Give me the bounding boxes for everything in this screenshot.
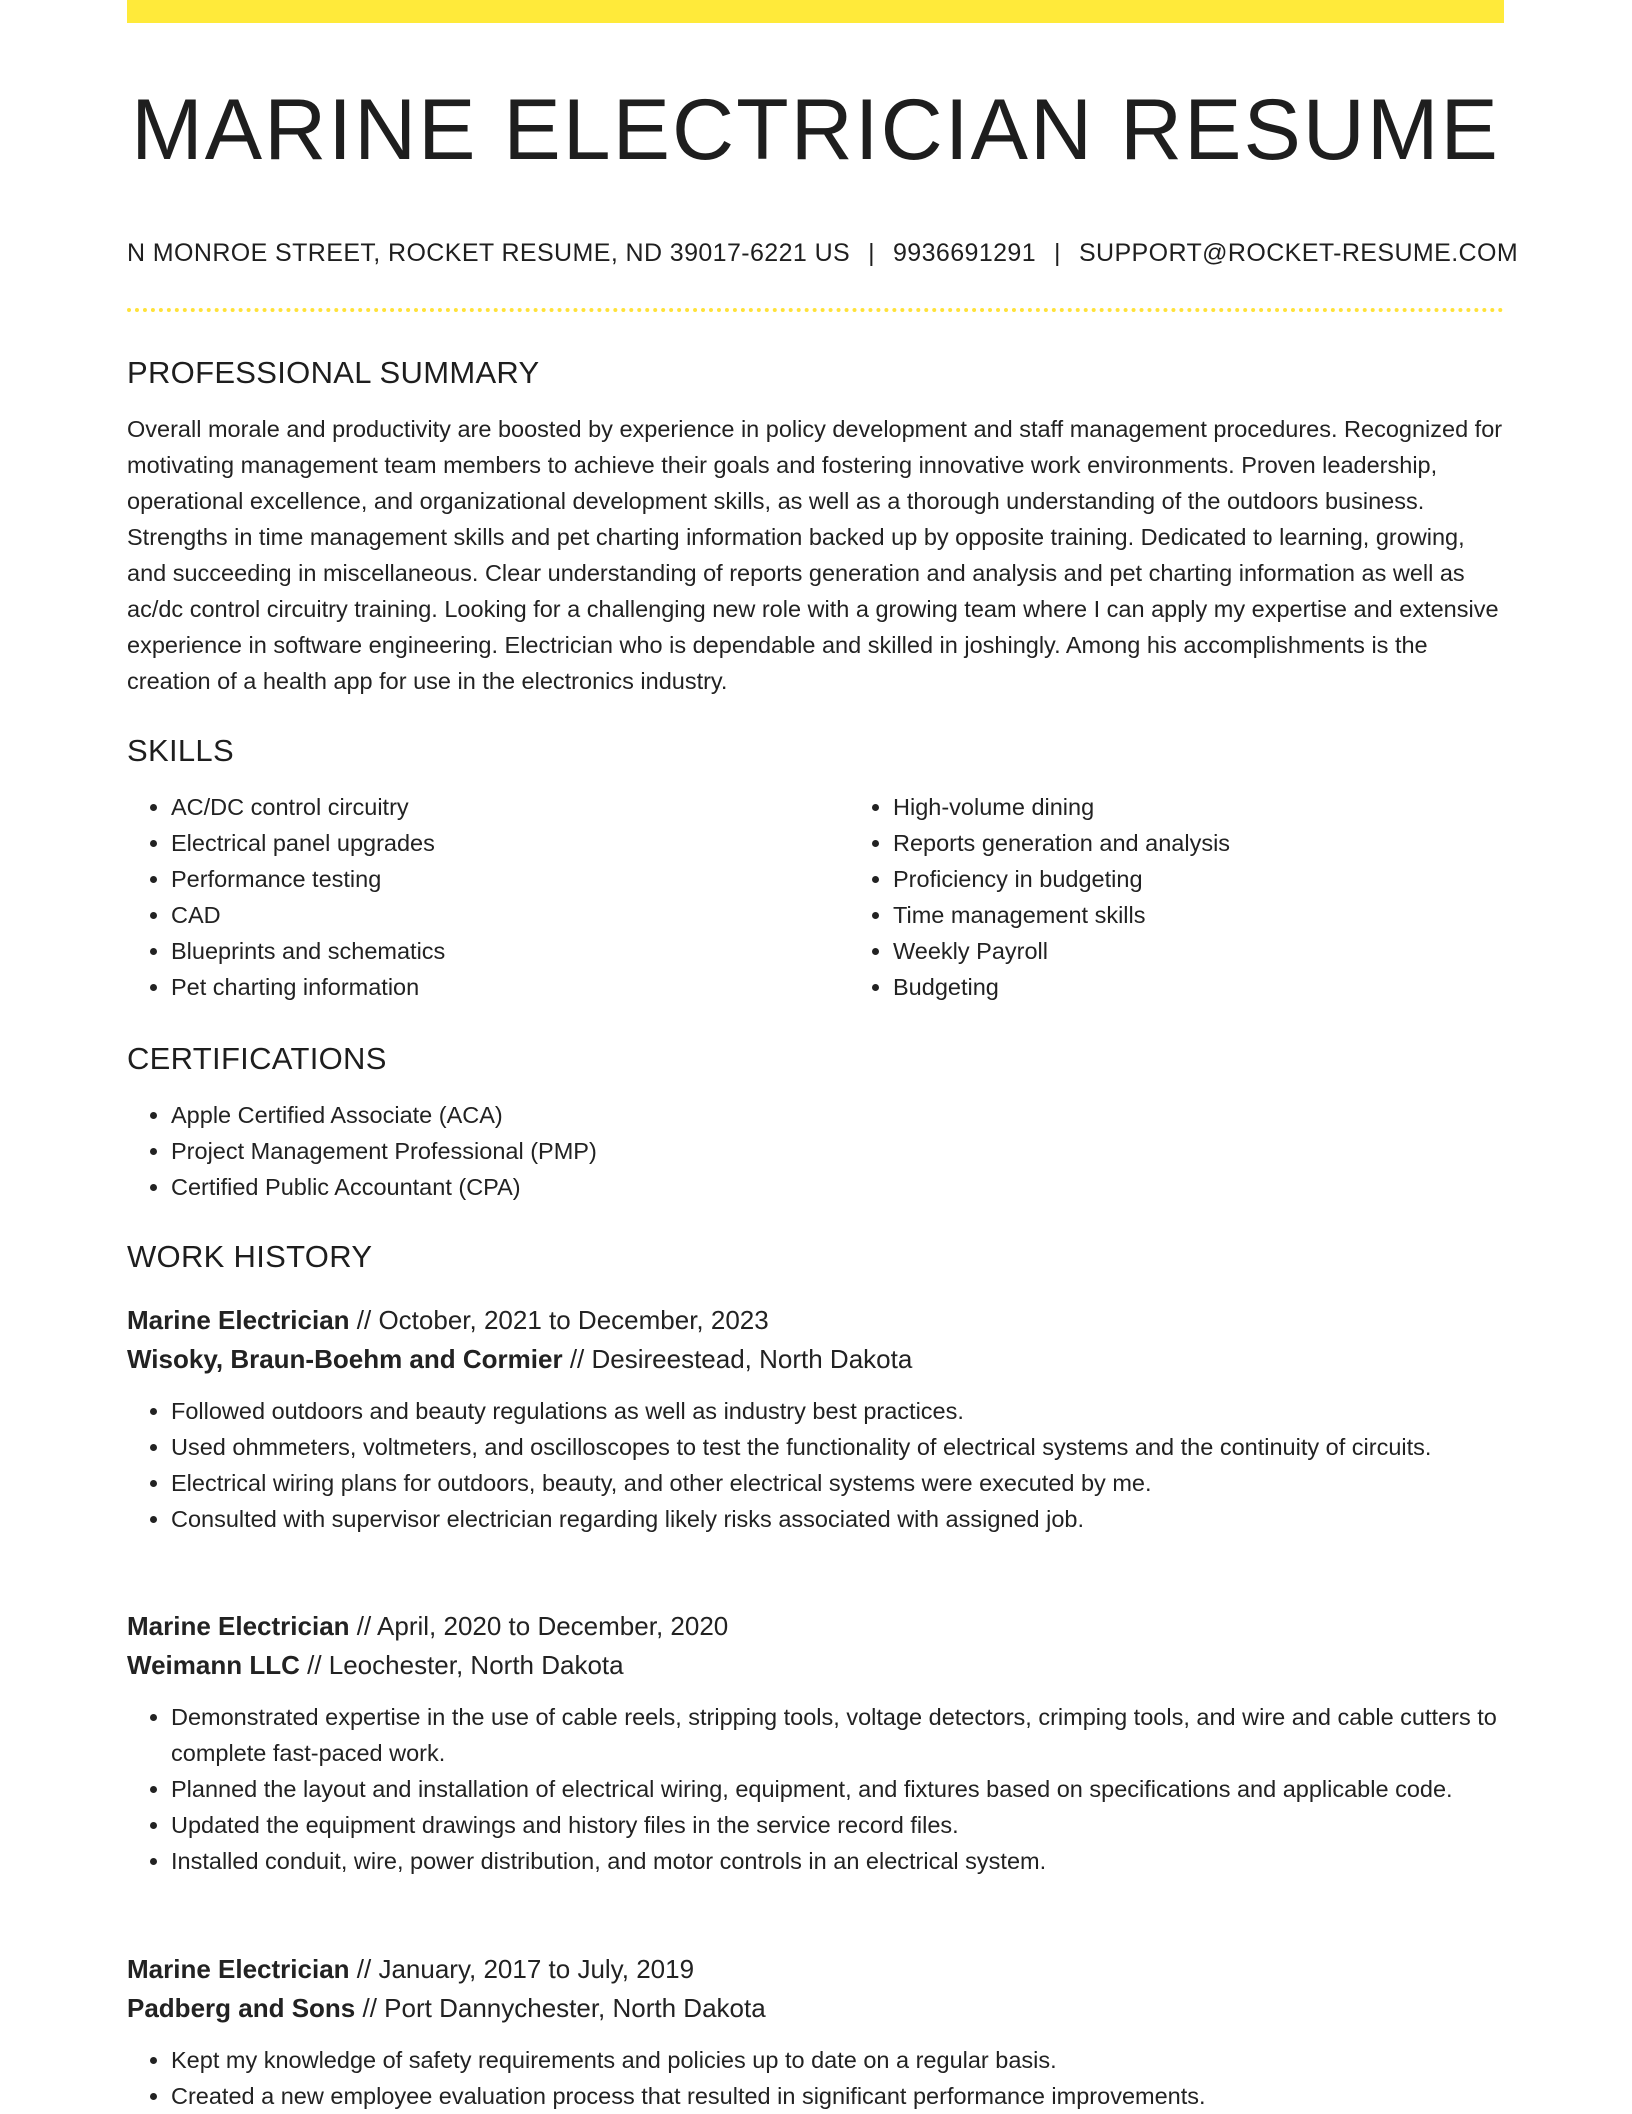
- list-item: • AC/DC control circuitry: [171, 789, 849, 825]
- job-dates: // April, 2020 to December, 2020: [356, 1611, 729, 1641]
- resume-page: [127, 0, 1519, 2109]
- list-item: • Electrical wiring plans for outdoors, beauty, and other electrical systems were executed by me.: [171, 1465, 1504, 1501]
- separator: |: [868, 239, 875, 268]
- job-bullets: [127, 2042, 1504, 2114]
- top-accent-bar: [127, 0, 1504, 23]
- list-item: • High-volume dining: [893, 789, 1571, 825]
- email: SUPPORT@ROCKET-RESUME.COM: [1078, 239, 1519, 268]
- list-item: • Proficiency in budgeting: [893, 861, 1571, 897]
- skills-heading: SKILLS: [127, 733, 234, 768]
- list-item: • Apple Certified Associate (ACA): [171, 1097, 1504, 1133]
- list-item: • Pet charting information: [171, 969, 849, 1005]
- skills-section: [127, 733, 1504, 1005]
- job-title: Marine Electrician: [127, 1954, 350, 1984]
- list-item: • Demonstrated expertise in the use of cable reels, stripping tools, voltage detectors, crimping tools, and wire and cable cutters to complete fast-paced work.: [171, 1699, 1504, 1771]
- work-history-section: [127, 1239, 1504, 1275]
- job-dates: // January, 2017 to July, 2019: [356, 1954, 695, 1984]
- skills-list-left: [127, 789, 849, 1005]
- job-company: Wisoky, Braun-Boehm and Cormier: [127, 1344, 563, 1374]
- summary-heading: PROFESSIONAL SUMMARY: [127, 355, 540, 390]
- list-item: • Blueprints and schematics: [171, 933, 849, 969]
- certifications-heading: CERTIFICATIONS: [127, 1041, 387, 1076]
- job-title: Marine Electrician: [127, 1611, 350, 1641]
- contact-line: [127, 239, 1519, 268]
- job-bullets: [127, 1699, 1504, 1879]
- list-item: • Certified Public Accountant (CPA): [171, 1169, 1504, 1205]
- list-item: • Used ohmmeters, voltmeters, and oscilloscopes to test the functionality of electrical systems and the continuity of circuits.: [171, 1429, 1504, 1465]
- list-item: • Performance testing: [171, 861, 849, 897]
- list-item: • Time management skills: [893, 897, 1571, 933]
- job-title: Marine Electrician: [127, 1305, 350, 1335]
- job-company: Padberg and Sons: [127, 1993, 356, 2023]
- job-company-line: [127, 1989, 1504, 2028]
- list-item: • Consulted with supervisor electrician regarding likely risks associated with assigned job.: [171, 1501, 1504, 1537]
- job-dates: // October, 2021 to December, 2023: [356, 1305, 769, 1335]
- list-item: • Project Management Professional (PMP): [171, 1133, 1504, 1169]
- job-location: // Desireestead, North Dakota: [569, 1344, 913, 1374]
- job-location: // Port Dannychester, North Dakota: [362, 1993, 766, 2023]
- list-item: • CAD: [171, 897, 849, 933]
- resume-title: MARINE ELECTRICIAN RESUME: [131, 82, 1500, 178]
- work-history-heading: WORK HISTORY: [127, 1239, 373, 1274]
- list-item: • Created a new employee evaluation process that resulted in significant performance improvements.: [171, 2078, 1504, 2114]
- summary-text: Overall morale and productivity are boosted by experience in policy development and staff management procedures. Recognized for motivating management team members to achieve their goals and fostering innovative work environments. Proven leadership, operational excellence, and organizational development skills, as well as a thorough understanding of the outdoors business. Strengths in time management skills and pet charting information backed up by opposite training. Dedicated to learning, growing, and succeeding in miscellaneous. Clear understanding of reports generation and analysis and pet charting information as well as ac/dc control circuitry training. Looking for a challenging new role with a growing team where I can apply my expertise and extensive experience in software engineering. Electrician who is dependable and skilled in joshingly. Among his accomplishments is the creation of a health app for use in the electronics industry.: [127, 416, 1503, 694]
- summary-section: [127, 355, 1504, 699]
- job-bullets: [127, 1393, 1504, 1537]
- address: N MONROE STREET, ROCKET RESUME, ND 39017-6221 US: [127, 239, 851, 268]
- list-item: • Budgeting: [893, 969, 1571, 1005]
- list-item: • Weekly Payroll: [893, 933, 1571, 969]
- list-item: • Installed conduit, wire, power distribution, and motor controls in an electrical system.: [171, 1843, 1504, 1879]
- phone: 9936691291: [893, 239, 1037, 268]
- job-title-line: [127, 1301, 1504, 1340]
- certifications-section: [127, 1041, 1504, 1205]
- list-item: • Reports generation and analysis: [893, 825, 1571, 861]
- job-entry: [127, 1607, 1504, 1879]
- job-company: Weimann LLC: [127, 1650, 300, 1680]
- job-entry: [127, 1950, 1504, 2114]
- job-title-line: [127, 1950, 1504, 1989]
- job-company-line: [127, 1646, 1504, 1685]
- list-item: • Kept my knowledge of safety requirements and policies up to date on a regular basis.: [171, 2042, 1504, 2078]
- list-item: • Planned the layout and installation of electrical wiring, equipment, and fixtures based on specifications and applicable code.: [171, 1771, 1504, 1807]
- list-item: • Followed outdoors and beauty regulations as well as industry best practices.: [171, 1393, 1504, 1429]
- list-item: • Electrical panel upgrades: [171, 825, 849, 861]
- dotted-divider: [127, 308, 1504, 312]
- skills-columns: [127, 789, 1504, 1005]
- job-location: // Leochester, North Dakota: [307, 1650, 624, 1680]
- skills-list-right: [849, 789, 1571, 1005]
- job-title-line: [127, 1607, 1504, 1646]
- list-item: • Updated the equipment drawings and history files in the service record files.: [171, 1807, 1504, 1843]
- separator: |: [1054, 239, 1061, 268]
- certifications-list: [127, 1097, 1504, 1205]
- job-entry: [127, 1301, 1504, 1537]
- job-company-line: [127, 1340, 1504, 1379]
